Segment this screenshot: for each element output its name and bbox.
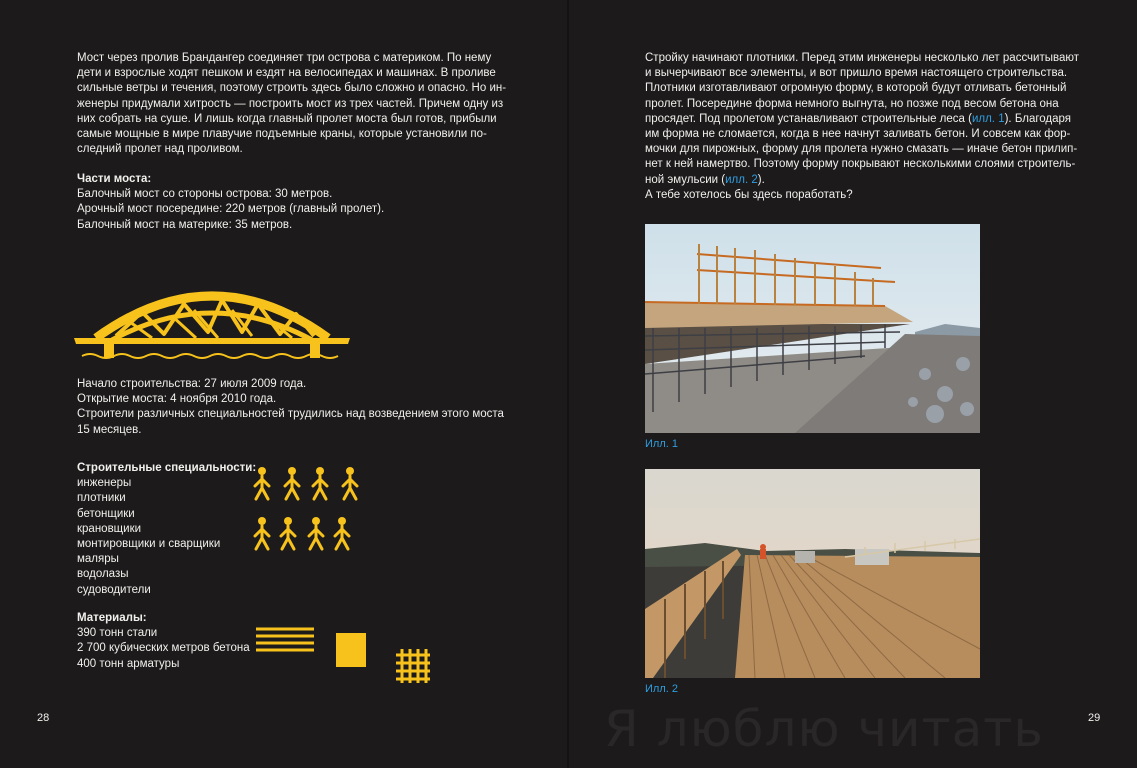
- parts-heading: Части моста:: [77, 173, 152, 185]
- caption-1: Илл. 1: [645, 438, 678, 450]
- left-page: [0, 0, 568, 768]
- intro-paragraph: [77, 51, 507, 157]
- specialty-item: судоводители: [77, 583, 151, 596]
- specialty-item: инженеры: [77, 477, 132, 490]
- text-span: просядет. Под пролетом устанавливают строительные леса (: [645, 112, 972, 125]
- bridge-parts: [77, 172, 384, 233]
- worker-icon: [281, 517, 295, 549]
- material-item: 400 тонн арматуры: [77, 657, 180, 670]
- right-paragraph: [645, 51, 1080, 203]
- text-line: и вычерчивают все элементы, и вот пришло время настоящего строительства.: [645, 67, 1068, 80]
- construction-info: [77, 377, 504, 438]
- worker-icon: [255, 517, 269, 549]
- rebar-icon: [395, 648, 431, 684]
- worker-icon: [255, 467, 269, 499]
- construction-line: Строители различных специальностей трудились над возведением этого моста: [77, 408, 504, 421]
- construction-line: Открытие моста: 4 ноября 2010 года.: [77, 393, 277, 406]
- text-line: сильные ветры и течения, поэтому строить здесь было сложно и опасно. Но ин-: [77, 82, 507, 95]
- question-line: А тебе хотелось бы здесь поработать?: [645, 188, 853, 201]
- specialties-list: [77, 461, 256, 598]
- worker-icon: [343, 467, 357, 499]
- text-line: Плотники изготавливают огромную форму, в которой будут отливать бетонный: [645, 82, 1067, 95]
- text-line: женеры придумали хитрость — построить мост из трех частей. Причем одну из: [77, 97, 504, 110]
- specialty-item: плотники: [77, 492, 126, 505]
- material-item: 390 тонн стали: [77, 627, 158, 640]
- text-span: ).: [757, 173, 765, 186]
- figure-link-1[interactable]: илл. 1: [971, 112, 1005, 125]
- part-item: Балочный мост на материке: 35 метров.: [77, 218, 293, 231]
- specialty-item: монтировщики и сварщики: [77, 538, 221, 551]
- right-page: [568, 0, 1137, 768]
- specialty-item: водолазы: [77, 568, 129, 581]
- material-item: 2 700 кубических метров бетона: [77, 642, 250, 655]
- text-line: им форма не сломается, когда в нее начнут заливать бетон. И совсем как фор-: [645, 128, 1071, 141]
- text-line: следний пролет над проливом.: [77, 143, 243, 156]
- text-span: ной эмульсии (: [645, 173, 726, 186]
- text-line: Стройку начинают плотники. Перед этим инженеры несколько лет рассчитывают: [645, 52, 1080, 64]
- steel-icon: [254, 626, 318, 652]
- watermark: Я люблю читать: [604, 700, 1044, 758]
- text-line: дети и взрослые ходят пешком и ездят на велосипедах и машинах. В проливе: [77, 67, 496, 80]
- workers-icon-group: [250, 466, 370, 556]
- page-number-left: 28: [37, 712, 50, 724]
- text-line: [645, 173, 1061, 188]
- text-span: ). Благодаря: [1004, 112, 1072, 125]
- materials-list: [77, 611, 250, 672]
- caption-2: Илл. 2: [645, 683, 678, 695]
- worker-icon: [335, 517, 349, 549]
- materials-heading: Материалы:: [77, 612, 147, 624]
- text-line: пролет. Посередине форма немного выгнута, но позже под весом бетона она: [645, 97, 1059, 110]
- text-line: [645, 112, 1072, 127]
- concrete-icon: [336, 633, 366, 667]
- text-line: мочки для пирожных, форму для пролета нужно смазать — иначе бетон прилип-: [645, 143, 1078, 156]
- specialty-item: бетонщики: [77, 507, 135, 520]
- construction-line: Начало строительства: 27 июля 2009 года.: [77, 378, 307, 390]
- construction-line: 15 месяцев.: [77, 423, 142, 436]
- worker-icon: [309, 517, 323, 549]
- bridge-illustration: [72, 276, 352, 366]
- text-line: них собрать на суше. И лишь когда главный пролет моста был готов, прибыли: [77, 112, 497, 125]
- text-line: самые мощные в мире плавучие подъемные краны, которые установили по-: [77, 128, 487, 141]
- part-item: Арочный мост посередине: 220 метров (главный пролет).: [77, 203, 385, 216]
- text-line: нет к ней намертво. Поэтому форму покрывают несколькими слоями строитель-: [645, 158, 1076, 171]
- figure-link-2[interactable]: илл. 2: [725, 173, 758, 186]
- worker-icon: [313, 467, 327, 499]
- worker-icon: [285, 467, 299, 499]
- specialty-item: крановщики: [77, 522, 142, 535]
- photo-deck: [645, 469, 980, 678]
- text-line: Мост через пролив Брандангер соединяет три острова с материком. По нему: [77, 52, 492, 64]
- specialty-item: маляры: [77, 553, 119, 566]
- page-number-right: 29: [1088, 712, 1101, 724]
- specialties-heading: Строительные специальности:: [77, 462, 257, 474]
- part-item: Балочный мост со стороны острова: 30 метров.: [77, 188, 333, 201]
- photo-scaffolding: [645, 224, 980, 433]
